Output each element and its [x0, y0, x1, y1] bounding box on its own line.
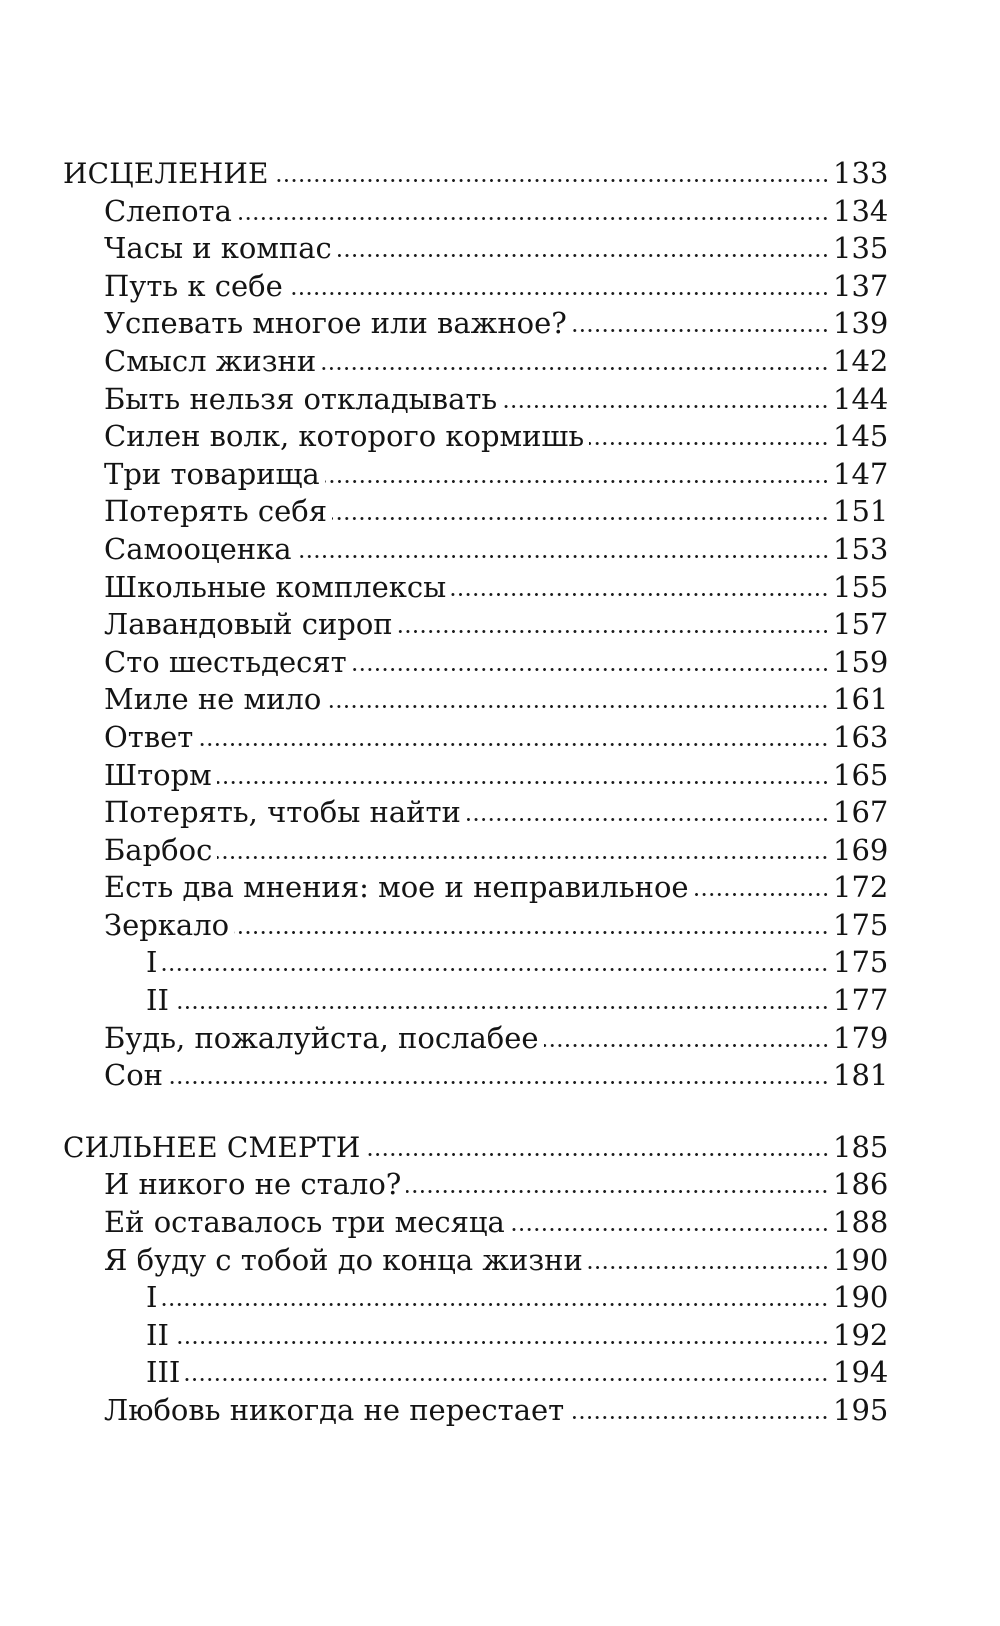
- toc-entry-title: Смысл жизни: [104, 343, 317, 378]
- toc-entry[interactable]: [63, 644, 889, 682]
- toc-page-number: 135: [833, 231, 889, 266]
- toc-subentry[interactable]: [63, 1317, 889, 1355]
- dot-leader: [337, 254, 829, 257]
- toc-page-number: 142: [833, 343, 889, 378]
- dot-leader: [217, 781, 829, 784]
- toc-entry[interactable]: [63, 531, 889, 569]
- toc-entry[interactable]: [63, 1392, 889, 1430]
- toc-section-heading[interactable]: [63, 1129, 889, 1167]
- toc-entry-title: Барбос: [104, 832, 213, 867]
- toc-entry-title: И никого не стало?: [104, 1167, 402, 1202]
- toc-entry[interactable]: [63, 1204, 889, 1242]
- toc-entry[interactable]: [63, 1057, 889, 1095]
- dot-leader: [572, 329, 829, 332]
- toc-page-number: 145: [833, 419, 889, 454]
- toc-entry-title: Потерять себя: [104, 494, 328, 529]
- toc-page-number: 181: [833, 1058, 889, 1093]
- toc-page-number: 175: [833, 945, 889, 980]
- toc-section: [63, 1129, 889, 1430]
- toc-entry[interactable]: [63, 268, 889, 306]
- toc-entry-title: Сон: [104, 1058, 163, 1093]
- dot-leader: [694, 893, 829, 896]
- toc-entry[interactable]: [63, 681, 889, 719]
- toc-entry[interactable]: [63, 418, 889, 456]
- toc-entry-title: II: [146, 1317, 169, 1352]
- dot-leader: [451, 593, 829, 596]
- toc-page-number: 167: [833, 795, 889, 830]
- toc-page-number: 165: [833, 757, 889, 792]
- dot-leader: [162, 968, 829, 971]
- dot-leader: [588, 1266, 829, 1269]
- dot-leader: [406, 1190, 829, 1193]
- dot-leader: [274, 179, 829, 182]
- toc-page-number: 151: [833, 494, 889, 529]
- toc-page-number: 134: [833, 193, 889, 228]
- toc-page-number: 155: [833, 569, 889, 604]
- dot-leader: [325, 480, 829, 483]
- toc-subentry[interactable]: [63, 1354, 889, 1392]
- toc-page-number: 153: [833, 531, 889, 566]
- toc-page-number: 137: [833, 268, 889, 303]
- toc-subentry[interactable]: [63, 944, 889, 982]
- dot-leader: [288, 292, 829, 295]
- toc-page-number: 139: [833, 306, 889, 341]
- toc-entry[interactable]: [63, 230, 889, 268]
- toc-entry-title: Есть два мнения: мое и неправильное: [104, 870, 689, 905]
- dot-leader: [217, 856, 829, 859]
- toc-entry-title: I: [146, 1280, 158, 1315]
- toc-entry[interactable]: [63, 305, 889, 343]
- toc-page-number: 190: [833, 1280, 889, 1315]
- dot-leader: [321, 367, 829, 370]
- toc-section: [63, 155, 889, 1095]
- toc-entry-title: Шторм: [104, 757, 212, 792]
- toc-page-number: 190: [833, 1242, 889, 1277]
- toc-page-number: 194: [833, 1355, 889, 1390]
- dot-leader: [174, 1006, 829, 1009]
- toc-page-number: 161: [833, 682, 889, 717]
- toc-entry-title: Быть нельзя откладывать: [104, 381, 498, 416]
- toc-entry[interactable]: [63, 719, 889, 757]
- toc-page-number: 175: [833, 907, 889, 942]
- dot-leader: [589, 442, 829, 445]
- toc-entry-title: Школьные комплексы: [104, 569, 447, 604]
- toc-entry[interactable]: [63, 1020, 889, 1058]
- dot-leader: [569, 1416, 829, 1419]
- toc-entry-title: Путь к себе: [104, 268, 283, 303]
- dot-leader: [510, 1228, 829, 1231]
- toc-page-number: 159: [833, 644, 889, 679]
- toc-entry-title: СИЛЬНЕЕ СМЕРТИ: [63, 1130, 361, 1164]
- toc-page-number: 192: [833, 1317, 889, 1352]
- toc-page-number: 195: [833, 1393, 889, 1427]
- toc-page-number: 133: [833, 156, 889, 190]
- toc-entry[interactable]: [63, 381, 889, 419]
- toc-entry[interactable]: [63, 757, 889, 795]
- dot-leader: [544, 1044, 829, 1047]
- toc-entry-title: Зеркало: [104, 907, 230, 942]
- toc-page-number: 169: [833, 832, 889, 867]
- toc-entry-title: Ей оставалось три месяца: [104, 1205, 505, 1240]
- toc-page-number: 185: [833, 1129, 889, 1164]
- toc-entry[interactable]: [63, 832, 889, 870]
- toc-entry[interactable]: [63, 907, 889, 945]
- dot-leader: [297, 555, 829, 558]
- toc-entry-title: Сто шестьдесят: [104, 644, 347, 679]
- toc-entry[interactable]: [63, 1166, 889, 1204]
- toc-entry-title: I: [146, 945, 158, 980]
- toc-entry-title: Потерять, чтобы найти: [104, 795, 461, 830]
- toc-entry-title: Любовь никогда не перестает: [104, 1393, 565, 1427]
- toc-entry-title: Успевать многое или важное?: [104, 306, 567, 341]
- toc-section-heading[interactable]: [63, 155, 889, 193]
- toc-page-number: 179: [833, 1020, 889, 1055]
- toc-entry-title: III: [146, 1355, 181, 1390]
- toc-entry-title: Силен волк, которого кормишь: [104, 419, 585, 454]
- toc-page-number: 177: [833, 983, 889, 1018]
- toc-entry[interactable]: [63, 794, 889, 832]
- dot-leader: [185, 1378, 829, 1381]
- toc-subentry[interactable]: [63, 982, 889, 1020]
- dot-leader: [502, 405, 829, 408]
- toc-entry-title: Я буду с тобой до конца жизни: [104, 1242, 583, 1277]
- toc-entry-title: Ответ: [104, 719, 194, 754]
- dot-leader: [332, 517, 829, 520]
- toc-entry[interactable]: [63, 569, 889, 607]
- toc-entry[interactable]: [63, 343, 889, 381]
- toc-subentry[interactable]: [63, 1279, 889, 1317]
- toc-entry[interactable]: [63, 456, 889, 494]
- toc-entry-title: Три товарища: [104, 456, 320, 491]
- toc-page-number: 147: [833, 456, 889, 491]
- toc-page-number: 157: [833, 607, 889, 642]
- toc-page-number: 144: [833, 381, 889, 416]
- toc-entry-title: Слепота: [104, 193, 232, 228]
- toc-entry[interactable]: [63, 1242, 889, 1280]
- dot-leader: [352, 668, 829, 671]
- dot-leader: [198, 743, 829, 746]
- dot-leader: [168, 1081, 829, 1084]
- toc-entry-title: Лавандовый сироп: [104, 607, 393, 642]
- table-of-contents: [63, 155, 889, 1430]
- dot-leader: [174, 1341, 829, 1344]
- dot-leader: [162, 1303, 829, 1306]
- toc-entry[interactable]: [63, 869, 889, 907]
- dot-leader: [366, 1153, 829, 1156]
- toc-page-number: 172: [833, 870, 889, 905]
- toc-entry[interactable]: [63, 606, 889, 644]
- toc-entry-title: II: [146, 983, 169, 1018]
- toc-entry[interactable]: [63, 493, 889, 531]
- toc-entry-title: ИСЦЕЛЕНИЕ: [63, 157, 269, 190]
- toc-page-number: 163: [833, 719, 889, 754]
- dot-leader: [326, 705, 829, 708]
- dot-leader: [398, 630, 829, 633]
- dot-leader: [466, 818, 829, 821]
- toc-entry-title: Часы и компас: [104, 231, 332, 266]
- toc-page-number: 186: [833, 1167, 889, 1202]
- dot-leader: [237, 217, 829, 220]
- toc-entry[interactable]: [63, 193, 889, 231]
- toc-entry-title: Миле не мило: [104, 682, 322, 717]
- dot-leader: [234, 931, 829, 934]
- toc-entry-title: Будь, пожалуйста, послабее: [104, 1020, 539, 1055]
- toc-entry-title: Самооценка: [104, 531, 292, 566]
- toc-page-number: 188: [833, 1205, 889, 1240]
